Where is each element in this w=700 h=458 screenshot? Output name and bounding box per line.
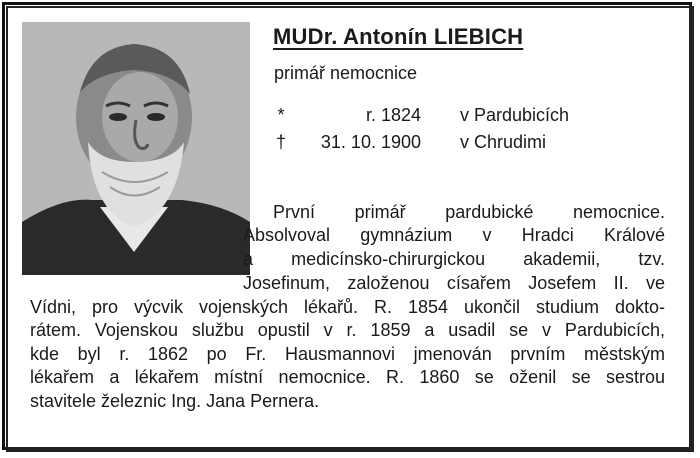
bio-line: První primář pardubické nemocnice. bbox=[273, 202, 665, 222]
death-symbol: † bbox=[275, 132, 286, 152]
bio-line: Josefinum, založenou císařem Josefem II. ve bbox=[243, 273, 665, 293]
person-title: primář nemocnice bbox=[274, 63, 418, 83]
birth-symbol: * bbox=[277, 105, 285, 125]
birth-place: v Pardubicích bbox=[460, 105, 570, 125]
bio-line: kde byl r. 1862 po Fr. Hausmannovi jmenován prvním městským bbox=[30, 344, 665, 364]
death-place: v Chrudimi bbox=[460, 132, 547, 152]
bio-line: rátem. Vojenskou službu opustil v r. 1859 a usadil se v Pardubicích, bbox=[30, 320, 665, 340]
bio-line: Absolvoval gymnázium v Hradci Králové bbox=[243, 225, 665, 245]
person-name: MUDr. Antonín LIEBICH bbox=[273, 24, 524, 49]
bio-line: lékařem a lékařem místní nemocnice. R. 1860 se oženil se sestrou bbox=[30, 367, 665, 387]
birth-date: r. 1824 bbox=[365, 105, 421, 125]
bio-line: stavitele železnic Ing. Jana Pernera. bbox=[30, 391, 320, 411]
portrait-photo bbox=[22, 22, 250, 275]
bio-line: a medicínsko-chirurgickou akademii, tzv. bbox=[243, 249, 665, 269]
bio-line: Vídni, pro výcvik vojenských lékařů. R. 1854 ukončil studium dokto- bbox=[30, 297, 665, 317]
death-date: 31. 10. 1900 bbox=[320, 132, 421, 152]
